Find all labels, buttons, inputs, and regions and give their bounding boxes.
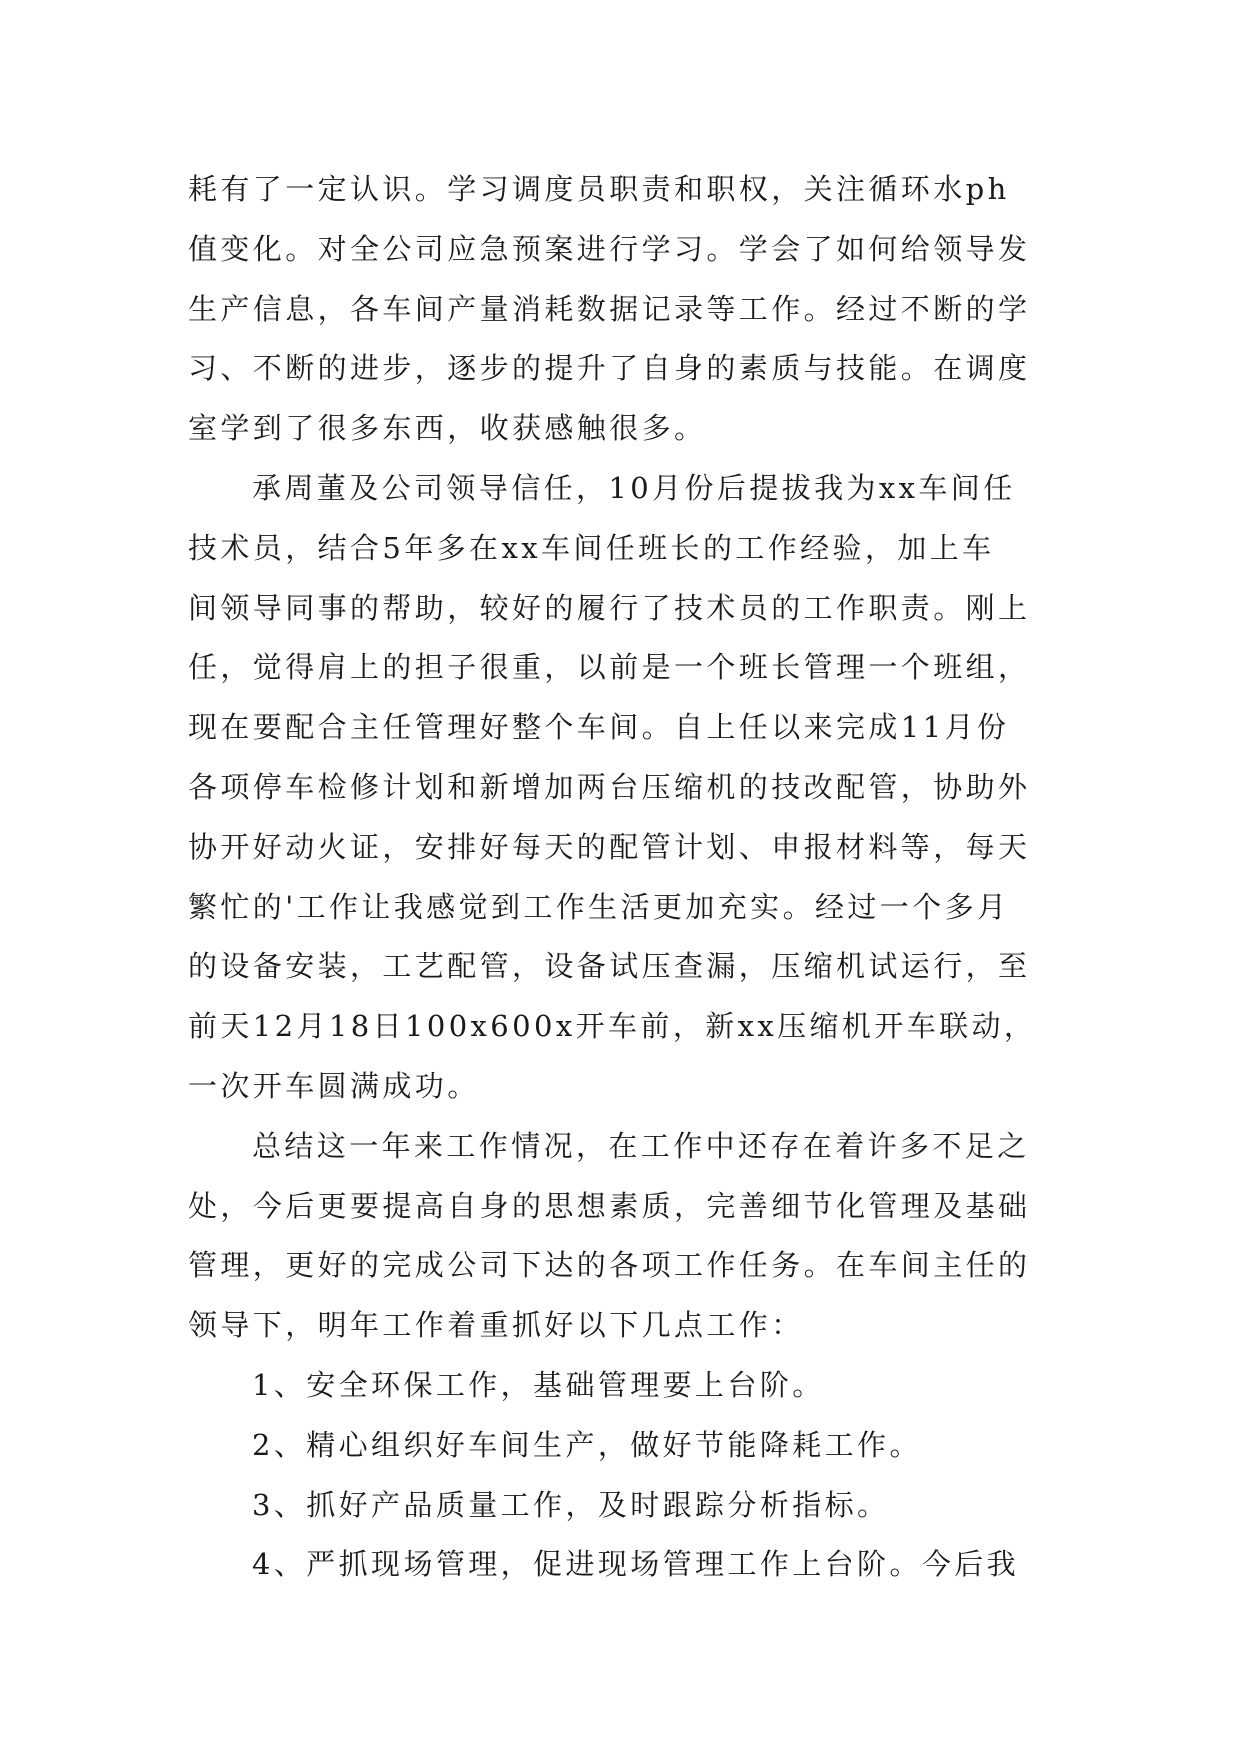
list-item: 2、精心组织好车间生产，做好节能降耗工作。 bbox=[252, 1427, 922, 1462]
text-line: 繁忙的'工作让我感觉到工作生活更加充实。经过一个多月 bbox=[188, 889, 1010, 924]
text-line: 的设备安装，工艺配管，设备试压查漏，压缩机试运行，至 bbox=[188, 949, 1031, 984]
list-item: 3、抓好产品质量工作，及时跟踪分析指标。 bbox=[252, 1487, 890, 1522]
text-line: 协开好动火证，安排好每天的配管计划、申报材料等，每天 bbox=[188, 829, 1031, 864]
text-line: 生产信息，各车间产量消耗数据记录等工作。经过不断的学 bbox=[188, 291, 1031, 326]
text-line: 习、不断的进步，逐步的提升了自身的素质与技能。在调度 bbox=[188, 351, 1031, 386]
text-line: 前天12月18日100x600x开车前，新xx压缩机开车联动， bbox=[188, 1009, 1037, 1044]
text-line: 任，觉得肩上的担子很重，以前是一个班长管理一个班组， bbox=[188, 650, 1031, 685]
text-line: 间领导同事的帮助，较好的履行了技术员的工作职责。刚上 bbox=[188, 590, 1031, 625]
document-body bbox=[188, 160, 1068, 1595]
text-line: 技术员，结合5年多在xx车间任班长的工作经验，加上车 bbox=[188, 530, 995, 565]
text-line: 领导下，明年工作着重抓好以下几点工作： bbox=[188, 1308, 804, 1343]
text-line: 各项停车检修计划和新增加两台压缩机的技改配管，协助外 bbox=[188, 769, 1031, 804]
text-line: 现在要配合主任管理好整个车间。自上任以来完成11月份 bbox=[188, 710, 1010, 745]
list-item: 1、安全环保工作，基础管理要上台阶。 bbox=[252, 1367, 825, 1402]
paragraph-start-line: 承周董及公司领导信任，10月份后提拔我为xx车间任 bbox=[252, 470, 1016, 505]
text-line: 值变化。对全公司应急预案进行学习。学会了如何给领导发 bbox=[188, 231, 1031, 266]
text-line: 管理，更好的完成公司下达的各项工作任务。在车间主任的 bbox=[188, 1248, 1031, 1283]
text-line: 处，今后更要提高自身的思想素质，完善细节化管理及基础 bbox=[188, 1188, 1031, 1223]
paragraph-start-line: 总结这一年来工作情况，在工作中还存在着许多不足之 bbox=[252, 1128, 1030, 1163]
text-line: 一次开车圆满成功。 bbox=[188, 1068, 480, 1103]
text-line: 耗有了一定认识。学习调度员职责和职权，关注循环水ph bbox=[188, 172, 1010, 206]
text-line: 室学到了很多东西，收获感触很多。 bbox=[188, 411, 707, 446]
list-item: 4、严抓现场管理，促进现场管理工作上台阶。今后我 bbox=[252, 1547, 1020, 1582]
